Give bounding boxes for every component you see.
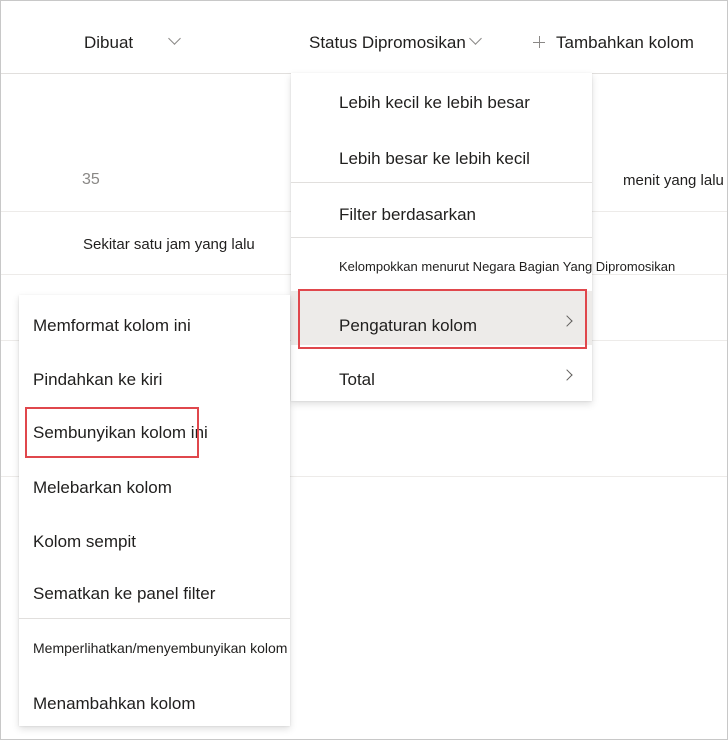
submenu-item-add-column[interactable]: Menambahkan kolom xyxy=(33,694,196,713)
chevron-down-icon[interactable] xyxy=(168,32,181,45)
submenu-item-format-column[interactable]: Memformat kolom ini xyxy=(33,316,191,335)
plus-icon[interactable] xyxy=(533,36,545,48)
menu-item-group-by[interactable]: Kelompokkan menurut Negara Bagian Yang Dipromosikan xyxy=(339,259,676,274)
menu-item-sort-descending[interactable]: Lebih besar ke lebih kecil xyxy=(339,149,530,168)
submenu-item-move-left[interactable]: Pindahkan ke kiri xyxy=(33,370,163,389)
menu-separator xyxy=(291,237,592,238)
column-header-dibuat[interactable]: Dibuat xyxy=(84,33,134,52)
chevron-down-icon[interactable] xyxy=(469,32,482,45)
menu-item-filter-by[interactable]: Filter berdasarkan xyxy=(339,205,477,224)
menu-separator xyxy=(19,618,290,619)
column-settings-submenu xyxy=(19,295,290,726)
submenu-item-narrow-column[interactable]: Kolom sempit xyxy=(33,532,136,551)
table-cell-created: Sekitar satu jam yang lalu xyxy=(83,236,255,253)
submenu-item-show-hide-columns[interactable]: Memperlihatkan/menyembunyikan kolom xyxy=(33,640,288,656)
submenu-item-widen-column[interactable]: Melebarkan kolom xyxy=(33,478,172,497)
table-cell-created: 35 xyxy=(82,171,100,188)
menu-item-sort-ascending[interactable]: Lebih kecil ke lebih besar xyxy=(339,93,530,112)
menu-item-totals[interactable]: Total xyxy=(339,370,375,389)
submenu-item-hide-column[interactable]: Sembunyikan kolom ini xyxy=(33,423,208,442)
add-column-button[interactable]: Tambahkan kolom xyxy=(556,33,694,52)
menu-separator xyxy=(291,182,592,183)
submenu-item-pin-to-filter-pane[interactable]: Sematkan ke panel filter xyxy=(33,584,216,603)
list-header-row xyxy=(0,0,728,74)
table-cell-created-tail: menit yang lalu xyxy=(623,172,724,189)
column-header-status-dipromosikan[interactable]: Status Dipromosikan xyxy=(309,33,466,52)
menu-item-column-settings[interactable]: Pengaturan kolom xyxy=(339,316,477,335)
